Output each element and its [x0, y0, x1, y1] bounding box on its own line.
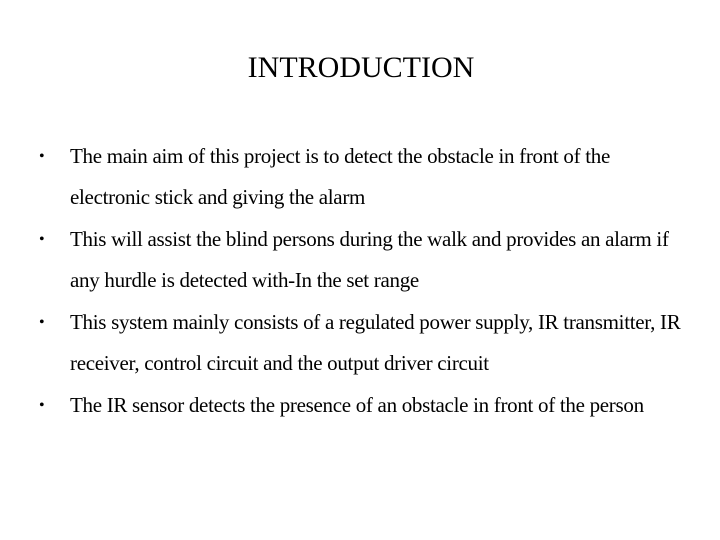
- bullet-text: This system mainly consists of a regulated power supply, IR transmitter, IR receiver, control circuit and the output driver circuit: [70, 310, 681, 375]
- bullet-item: [0, 385, 720, 426]
- bullet-icon: •: [39, 231, 45, 248]
- bullet-item: [0, 302, 720, 384]
- bullet-icon: •: [39, 148, 45, 165]
- bullet-item: [0, 136, 720, 218]
- bullet-text: This will assist the blind persons during the walk and provides an alarm if any hurdle is detected with-In the set range: [70, 227, 669, 292]
- slide-title: INTRODUCTION: [247, 51, 475, 84]
- bullet-text: The main aim of this project is to detect the obstacle in front of the electronic stick and giving the alarm: [70, 144, 611, 209]
- bullet-icon: •: [39, 397, 45, 414]
- bullet-text: The IR sensor detects the presence of an obstacle in front of the person: [70, 393, 644, 417]
- bullet-list: [0, 136, 720, 427]
- bullet-icon: •: [39, 314, 45, 331]
- bullet-item: [0, 219, 720, 301]
